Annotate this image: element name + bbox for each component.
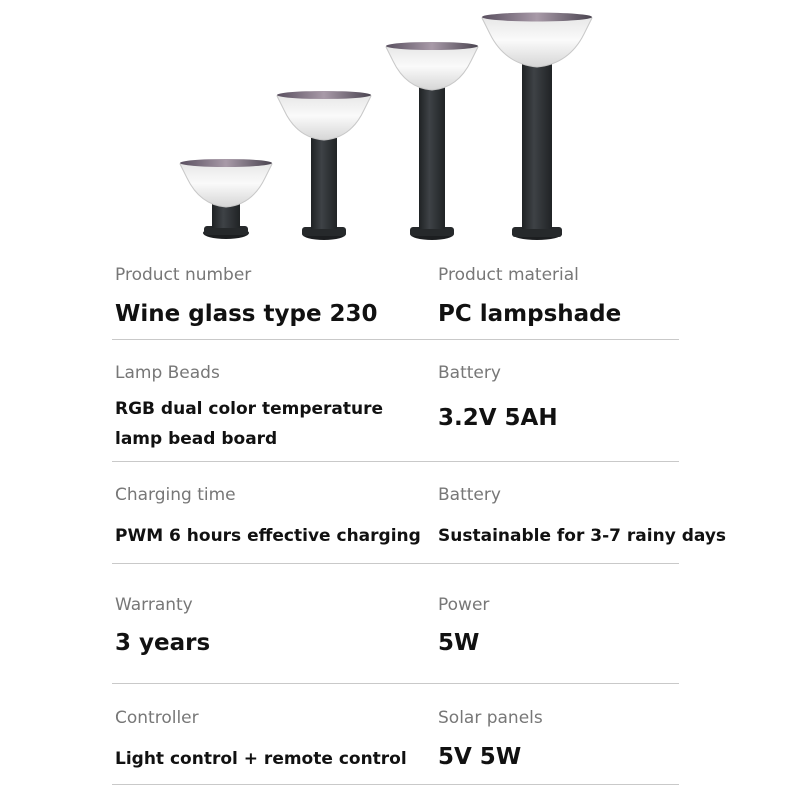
value-lamp-beads-line2: lamp bead board (115, 429, 278, 449)
lamp-medium (277, 91, 371, 240)
value-battery-capacity: 3.2V 5AH (438, 405, 558, 431)
product-image-lamps (0, 0, 800, 250)
divider (112, 339, 679, 340)
value-product-material: PC lampshade (438, 301, 622, 327)
value-power: 5W (438, 630, 480, 656)
label-warranty: Warranty (115, 595, 193, 615)
divider (112, 784, 679, 785)
label-product-number: Product number (115, 265, 252, 285)
lamp-tallest (482, 13, 592, 241)
label-lamp-beads: Lamp Beads (115, 363, 220, 383)
divider (112, 563, 679, 564)
label-product-material: Product material (438, 265, 579, 285)
lamp-tall (386, 42, 478, 240)
value-lamp-beads-line1: RGB dual color temperature (115, 399, 384, 419)
label-battery: Battery (438, 363, 501, 383)
value-warranty: 3 years (115, 630, 211, 656)
value-controller: Light control + remote control (115, 749, 407, 769)
value-battery-endurance: Sustainable for 3-7 rainy days (438, 526, 727, 546)
label-power: Power (438, 595, 490, 615)
value-solar-panels: 5V 5W (438, 744, 522, 770)
label-solar-panels: Solar panels (438, 708, 543, 728)
label-charging-time: Charging time (115, 485, 236, 505)
lamp-short (180, 159, 272, 239)
divider (112, 683, 679, 684)
label-battery-endurance: Battery (438, 485, 501, 505)
value-charging-time: PWM 6 hours effective charging (115, 526, 421, 546)
value-product-number: Wine glass type 230 (115, 301, 378, 327)
label-controller: Controller (115, 708, 199, 728)
divider (112, 461, 679, 462)
